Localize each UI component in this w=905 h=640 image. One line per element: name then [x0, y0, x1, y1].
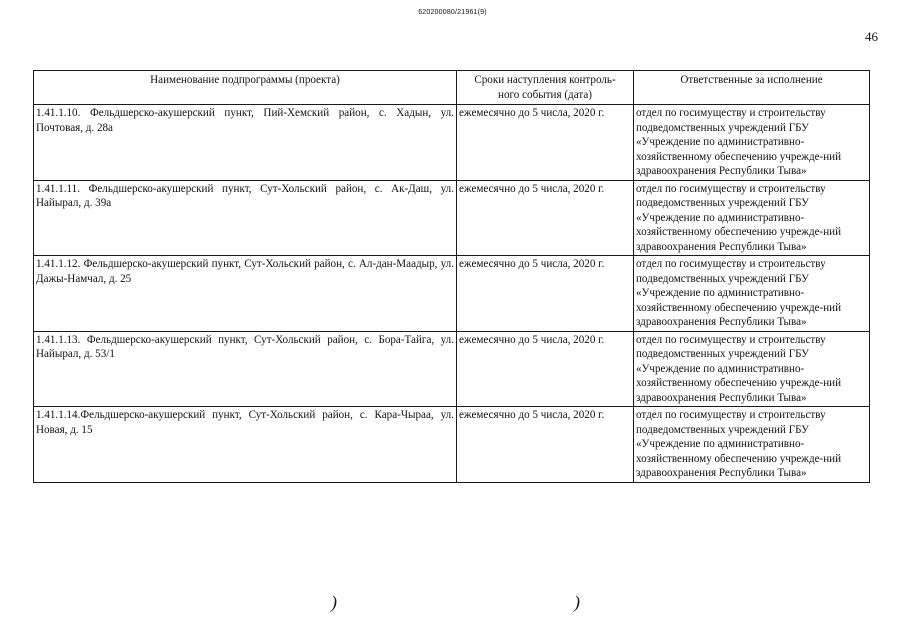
page-number: 46: [865, 29, 878, 44]
deadline-cell: ежемесячно до 5 числа, 2020 г.: [457, 105, 634, 181]
table-row: [34, 256, 870, 332]
column-header-responsible: Ответственные за исполнение: [634, 71, 870, 105]
deadline-cell: ежемесячно до 5 числа, 2020 г.: [457, 180, 634, 256]
responsible-cell: отдел по госимуществу и строительству подведомственных учреждений ГБУ «Учреждение по административно-хозяйственному обеспечению учрежде-ний здравоохранения Республики Тыва»: [634, 331, 870, 407]
column-header-deadline: [457, 71, 634, 105]
table-row: [34, 105, 870, 181]
margin-mark: ): [331, 592, 337, 612]
project-name-cell: 1.41.1.14.Фельдшерско-акушерский пункт, Сут-Хольский район, с. Кара-Чыраа, ул. Новая, д. 15: [34, 407, 457, 483]
table-row: [34, 331, 870, 407]
responsible-cell: отдел по госимуществу и строительству подведомственных учреждений ГБУ «Учреждение по административно-хозяйственному обеспечению учрежде-ний здравоохранения Республики Тыва»: [634, 180, 870, 256]
table-header-row: [34, 71, 870, 105]
column-header-deadline-text: Сроки наступления контроль- ного события (дата): [474, 74, 616, 101]
table-row: [34, 180, 870, 256]
column-header-name: Наименование подпрограммы (проекта): [34, 71, 457, 105]
responsible-cell: отдел по госимуществу и строительству подведомственных учреждений ГБУ «Учреждение по административно-хозяйственному обеспечению учрежде-ний здравоохранения Республики Тыва»: [634, 407, 870, 483]
project-name-cell: 1.41.1.11. Фельдшерско-акушерский пункт, Сут-Хольский район, с. Ак-Даш, ул. Найырал, д. 39а: [34, 180, 457, 256]
project-name-cell: 1.41.1.10. Фельдшерско-акушерский пункт, Пий-Хемский район, с. Хадын, ул. Почтовая, д. 28а: [34, 105, 457, 181]
deadline-cell: ежемесячно до 5 числа, 2020 г.: [457, 331, 634, 407]
responsible-cell: отдел по госимуществу и строительству подведомственных учреждений ГБУ «Учреждение по административно-хозяйственному обеспечению учрежде-ний здравоохранения Республики Тыва»: [634, 256, 870, 332]
deadline-cell: ежемесячно до 5 числа, 2020 г.: [457, 256, 634, 332]
project-name-cell: 1.41.1.12. Фельдшерско-акушерский пункт, Сут-Хольский район, с. Ал-дан-Маадыр, ул. Дажы-Намчал, д. 25: [34, 256, 457, 332]
document-code: 620200080/21961(9): [418, 9, 487, 16]
control-events-table: [33, 70, 870, 483]
table-row: [34, 407, 870, 483]
responsible-cell: отдел по госимуществу и строительству подведомственных учреждений ГБУ «Учреждение по административно-хозяйственному обеспечению учрежде-ний здравоохранения Республики Тыва»: [634, 105, 870, 181]
project-name-cell: 1.41.1.13. Фельдшерско-акушерский пункт, Сут-Хольский район, с. Бора-Тайга, ул. Найырал, д. 53/1: [34, 331, 457, 407]
deadline-cell: ежемесячно до 5 числа, 2020 г.: [457, 407, 634, 483]
margin-mark: ): [574, 592, 580, 612]
